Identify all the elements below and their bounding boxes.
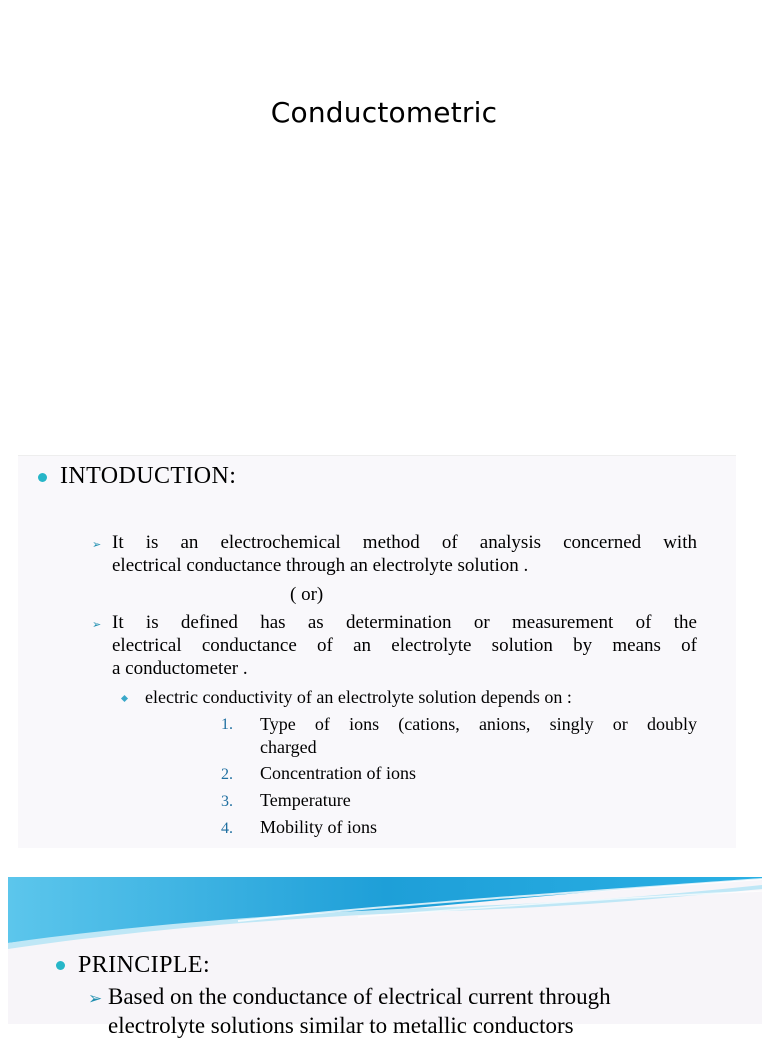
principle-heading: PRINCIPLE: xyxy=(78,952,211,978)
arrow-bullet-icon: ➢ xyxy=(92,538,102,551)
arrow-bullet-icon: ➢ xyxy=(92,618,102,631)
factor-number: 1. xyxy=(221,716,233,733)
factor-text: Concentration of ions xyxy=(260,763,416,783)
document-title: Conductometric xyxy=(270,96,498,129)
principle-line2: electrolyte solutions similar to metallic conductors xyxy=(108,1013,574,1038)
factor-number: 4. xyxy=(221,820,233,837)
factor-text: Mobility of ions xyxy=(260,817,378,837)
factor-number: 3. xyxy=(221,793,233,810)
intro-point2-line2: electrical conductance of an electrolyte solution by means of xyxy=(112,635,697,656)
intro-point1-line1: It is an electrochemical method of analysis concerned with xyxy=(112,532,697,553)
factor-number: 2. xyxy=(221,766,233,783)
intro-point1-line2: electrical conductance through an electrolyte solution . xyxy=(112,555,529,576)
intro-point2-line1: It is defined has as determination or measurement of the xyxy=(112,612,697,633)
factor-text-continued: charged xyxy=(260,737,317,757)
intro-point2-line3: a conductometer . xyxy=(112,658,248,679)
principle-slide xyxy=(8,877,762,1038)
diamond-bullet-icon xyxy=(121,695,128,702)
introduction-slide xyxy=(18,455,736,848)
arrow-bullet-icon: ➢ xyxy=(88,989,103,1009)
wave-banner-decoration xyxy=(8,877,762,952)
factor-text: Temperature xyxy=(260,790,351,810)
factor-text: Type of ions (cations, anions, singly or doubly xyxy=(260,714,697,734)
sub-point: electric conductivity of an electrolyte solution depends on : xyxy=(145,687,572,707)
or-separator: ( or) xyxy=(290,584,324,605)
heading-bullet-icon xyxy=(56,961,65,970)
intro-heading: INTODUCTION: xyxy=(60,463,237,489)
principle-line1: Based on the conductance of electrical current through xyxy=(108,984,611,1009)
heading-bullet-icon xyxy=(38,473,47,482)
